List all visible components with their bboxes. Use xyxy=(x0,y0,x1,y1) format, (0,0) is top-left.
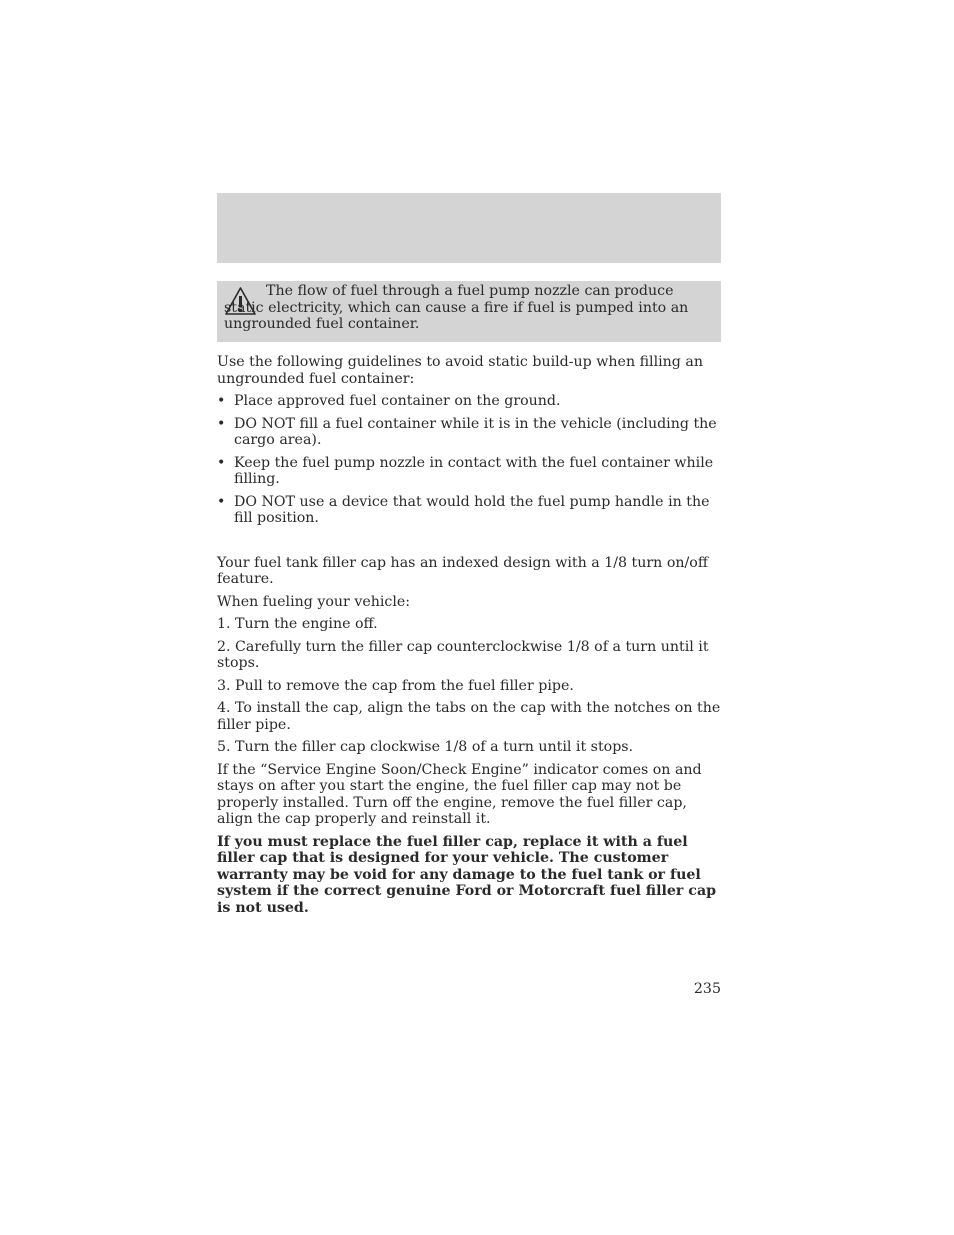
step-5: 5. Turn the filler cap clockwise 1/8 of a turn until it stops. xyxy=(217,739,634,755)
page-content xyxy=(217,354,721,916)
warning-text: The flow of fuel through a fuel pump nozzle can produce static electricity, which can cause a fire if fuel is pumped into an ungrounded fuel container. xyxy=(224,283,689,332)
list-item xyxy=(217,393,721,410)
list-item-text: Place approved fuel container on the ground. xyxy=(234,393,561,409)
list-item xyxy=(217,494,721,527)
guidelines-list xyxy=(217,393,721,527)
page-number: 235 xyxy=(693,981,721,997)
step-1: 1. Turn the engine off. xyxy=(217,616,378,632)
section-header-band xyxy=(217,193,721,263)
list-item xyxy=(217,416,721,449)
bullet: • xyxy=(217,493,226,510)
filler-cap-intro: Your fuel tank filler cap has an indexed design with a 1/8 turn on/off feature. xyxy=(217,554,708,587)
list-item-text: Keep the fuel pump nozzle in contact with the fuel container while filling. xyxy=(234,454,714,487)
list-item-text: DO NOT use a device that would hold the fuel pump handle in the fill position. xyxy=(234,493,710,526)
warning-box xyxy=(217,281,721,342)
list-item-text: DO NOT fill a fuel container while it is in the vehicle (including the cargo area). xyxy=(234,415,717,448)
bullet: • xyxy=(217,415,226,432)
when-fueling-label: When fueling your vehicle: xyxy=(217,593,411,610)
step-3: 3. Pull to remove the cap from the fuel filler pipe. xyxy=(217,677,574,694)
step-2: 2. Carefully turn the filler cap counterclockwise 1/8 of a turn until it stops. xyxy=(217,638,709,671)
replacement-warning: If you must replace the fuel filler cap, replace it with a fuel filler cap that is designed for your vehicle. The customer warranty may be void for any damage to the fuel tank or fuel system if the correct genuine Ford or Motorcraft fuel filler cap is not used. xyxy=(217,833,717,916)
step-4: 4. To install the cap, align the tabs on the cap with the notches on the filler pipe. xyxy=(217,700,721,733)
bullet: • xyxy=(217,454,226,471)
list-item xyxy=(217,455,721,488)
bullet: • xyxy=(217,393,226,409)
indicator-note: If the “Service Engine Soon/Check Engine” indicator comes on and stays on after you start the engine, the fuel filler cap may not be properly installed. Turn off the engine, remove the fuel filler cap, align the cap properly and reinstall it. xyxy=(217,761,702,827)
guidelines-intro: Use the following guidelines to avoid static build-up when filling an ungrounded fuel container: xyxy=(217,354,703,387)
